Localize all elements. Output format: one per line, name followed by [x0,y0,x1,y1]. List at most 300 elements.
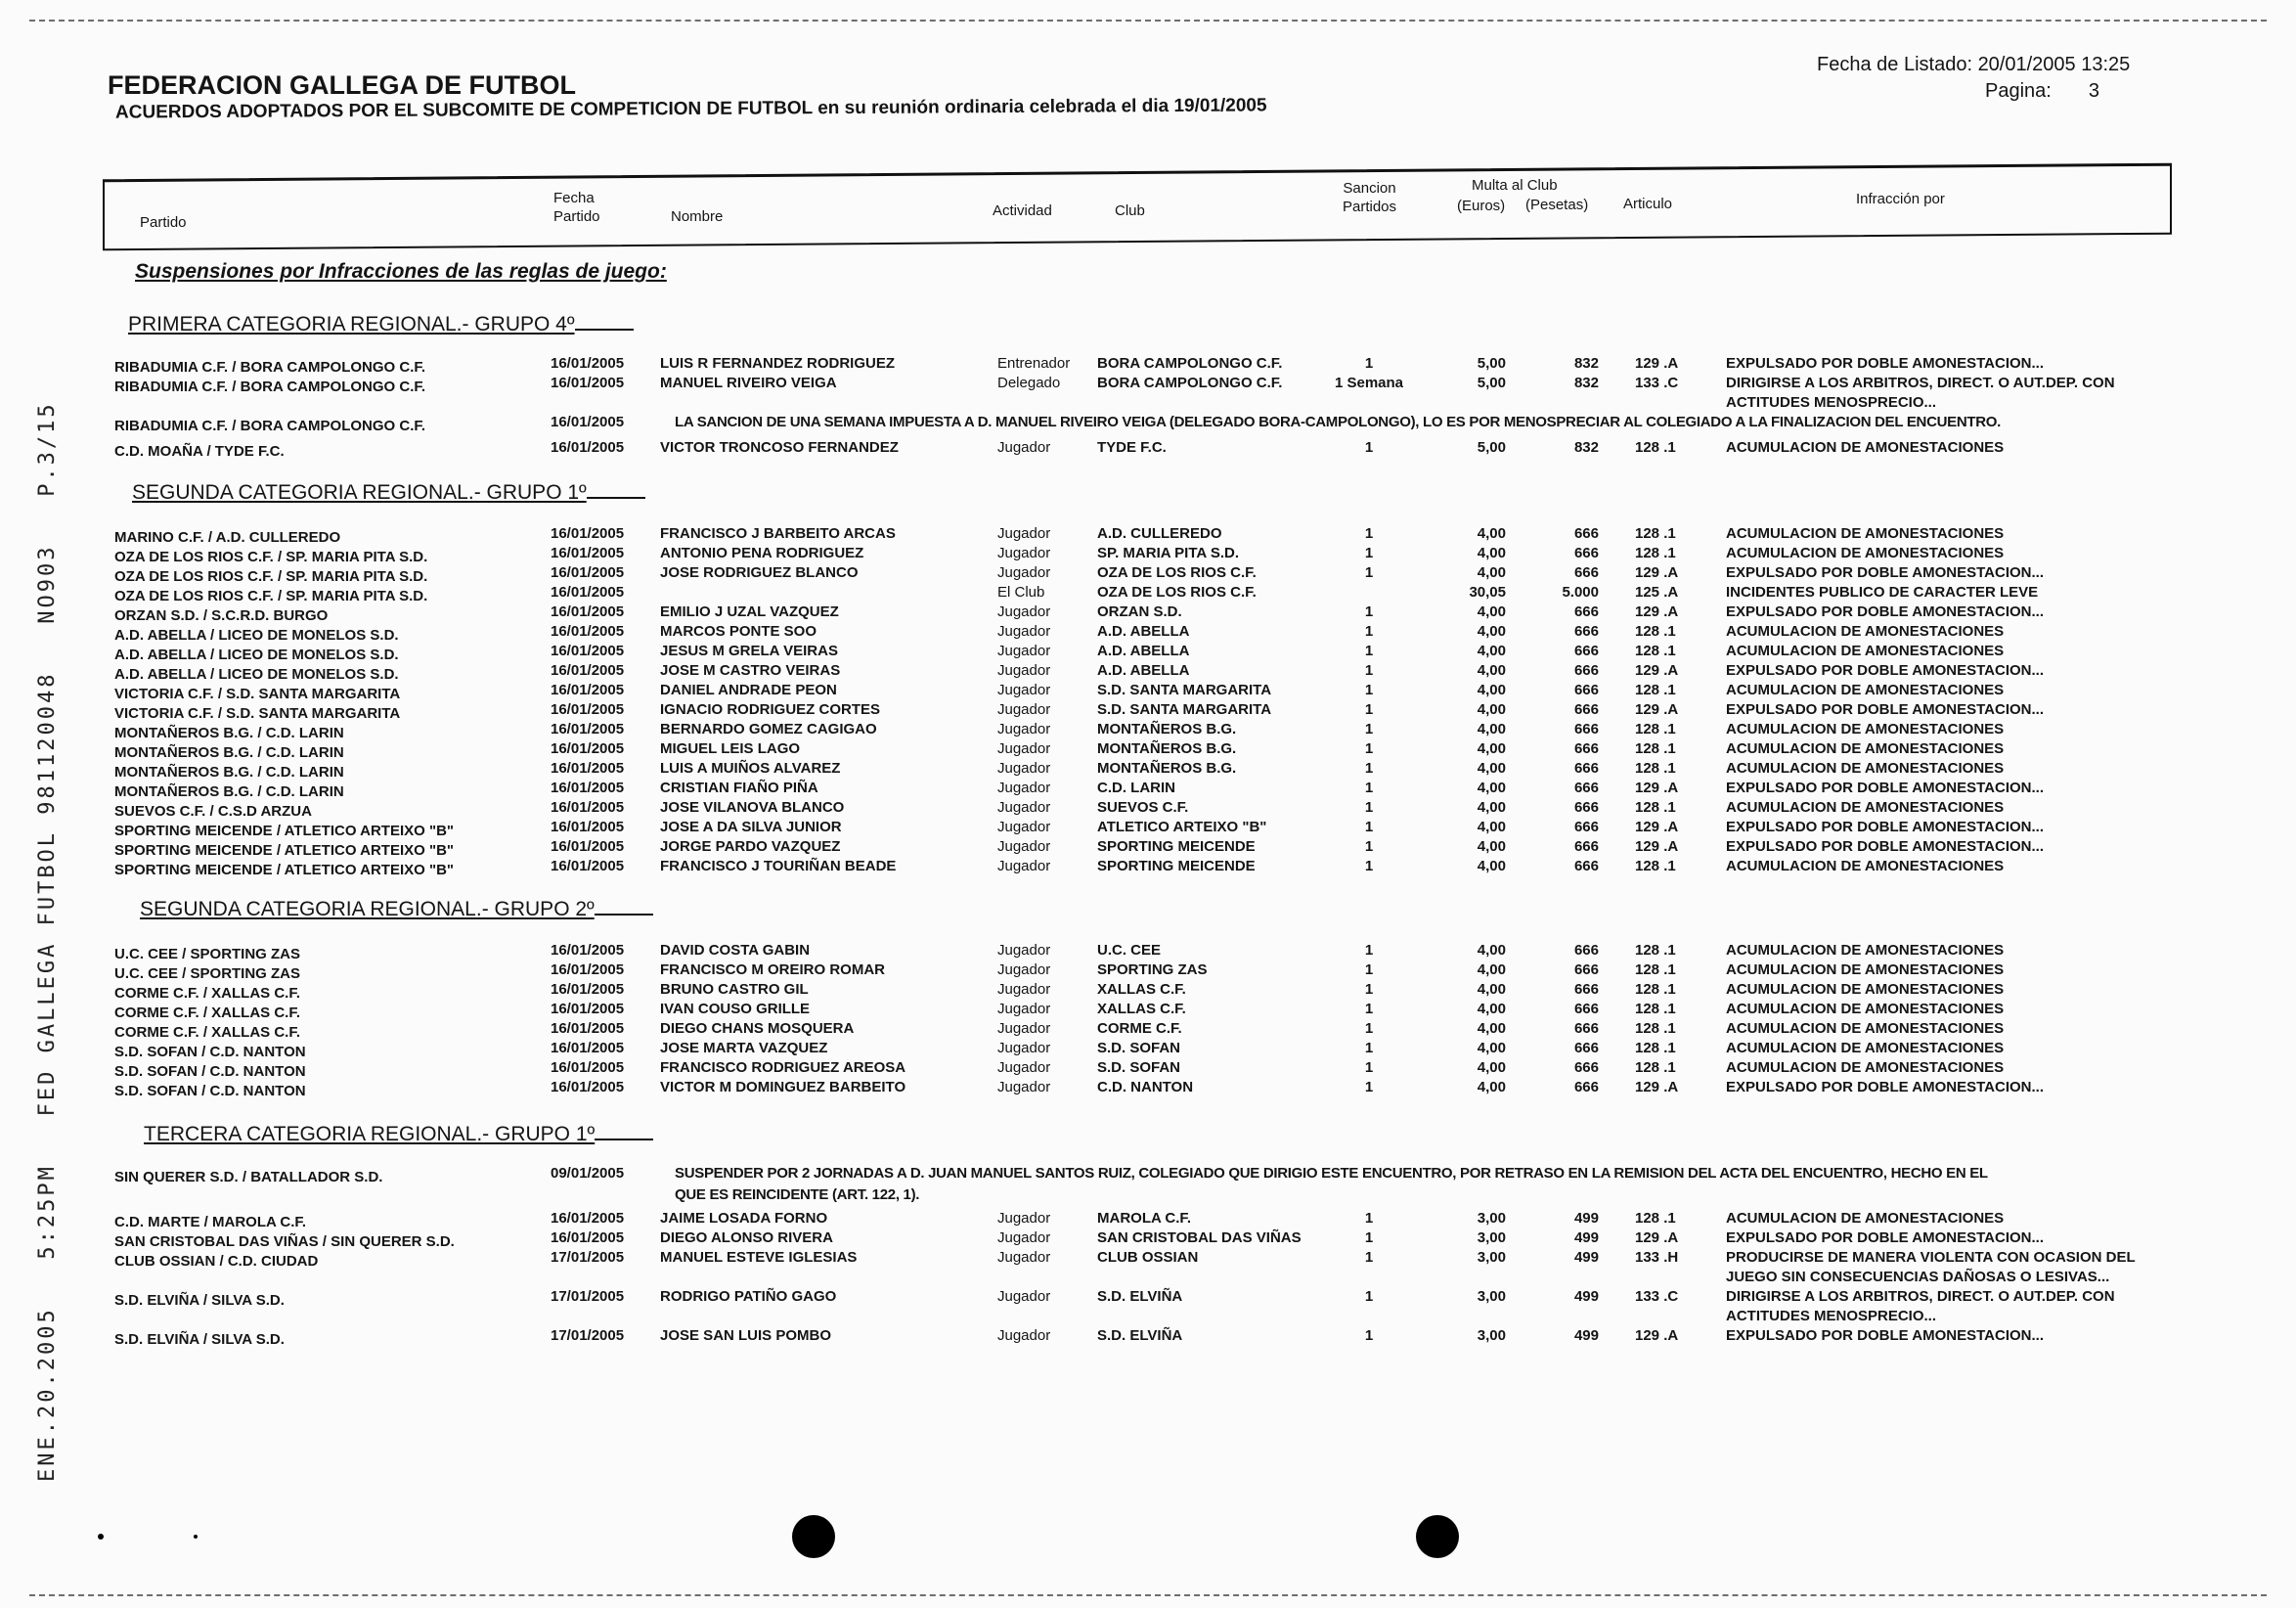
cell-partido: RIBADUMIA C.F. / BORA CAMPOLONGO C.F. [114,418,426,434]
cell-sancion: 1 [1364,740,1374,757]
cell-sancion: 1 [1364,981,1374,998]
cell-sancion: 1 [1364,603,1374,620]
cell-nombre: JOSE A DA SILVA JUNIOR [660,819,842,835]
cell-sancion: 1 [1364,760,1374,777]
cell-articulo: 128 .1 [1635,858,1676,874]
section-rows [0,941,2296,1097]
col-actividad: Actividad [993,202,1052,219]
col-sancion: Sancion Partidos [1343,180,1397,215]
table-row [0,563,2296,583]
cell-fecha: 16/01/2005 [551,701,625,718]
cell-club: A.D. CULLEREDO [1097,525,1222,542]
cell-sancion: 1 [1364,1210,1374,1227]
cell-pesetas: 499 [1573,1288,1599,1305]
table-row [0,374,2296,413]
cell-euros: 3,00 [1477,1249,1506,1266]
cell-partido: A.D. ABELLA / LICEO DE MONELOS S.D. [114,627,399,644]
cell-nombre: DIEGO CHANS MOSQUERA [660,1020,855,1037]
cell-infraccion: ACUMULACION DE AMONESTACIONES [1726,799,2005,816]
cell-articulo: 128 .1 [1635,545,1676,561]
cell-sancion: 1 [1364,1229,1374,1246]
cell-infraccion: EXPULSADO POR DOBLE AMONESTACION... [1726,355,2045,372]
cell-actividad: Jugador [997,981,1051,998]
cell-pesetas: 666 [1573,643,1599,659]
cell-euros: 4,00 [1477,838,1506,855]
cell-euros: 3,00 [1477,1229,1506,1246]
cell-infraccion: PRODUCIRSE DE MANERA VIOLENTA CON OCASION DEL [1726,1249,2136,1266]
cell-euros: 4,00 [1477,643,1506,659]
table-row [0,1000,2296,1019]
cell-infraccion: EXPULSADO POR DOBLE AMONESTACION... [1726,1229,2045,1246]
cell-partido: SPORTING MEICENDE / ATLETICO ARTEIXO "B" [114,862,455,878]
cell-articulo: 128 .1 [1635,942,1676,959]
section-title: SEGUNDA CATEGORIA REGIONAL.- GRUPO 2º [140,898,653,921]
cell-actividad: Jugador [997,1210,1051,1227]
table-row [0,960,2296,980]
cell-infraccion: ACUMULACION DE AMONESTACIONES [1726,682,2005,698]
cell-infraccion: ACUMULACION DE AMONESTACIONES [1726,439,2005,456]
cell-club: SAN CRISTOBAL DAS VIÑAS [1097,1229,1302,1246]
cell-sancion: 1 [1364,942,1374,959]
cell-euros: 4,00 [1477,1040,1506,1056]
cell-articulo: 128 .1 [1635,1059,1676,1076]
cell-fecha: 16/01/2005 [551,1040,625,1056]
cell-partido: MONTAÑEROS B.G. / C.D. LARIN [114,744,344,761]
cell-fecha: 17/01/2005 [551,1288,625,1305]
cell-nombre: IVAN COUSO GRILLE [660,1001,811,1017]
fecha-listado-value: 20/01/2005 13:25 [1977,54,2131,75]
cell-partido: S.D. SOFAN / C.D. NANTON [114,1063,306,1080]
table-row [0,818,2296,837]
cell-club: S.D. SANTA MARGARITA [1097,682,1272,698]
cell-nombre: CRISTIAN FIAÑO PIÑA [660,780,818,796]
cell-club: S.D. SOFAN [1097,1059,1181,1076]
table-row [0,739,2296,759]
col-fecha: Fecha Partido [553,190,600,225]
table-row [0,857,2296,876]
cell-club: A.D. ABELLA [1097,662,1190,679]
cell-articulo: 129 .A [1635,662,1679,679]
cell-nombre: MANUEL ESTEVE IGLESIAS [660,1249,858,1266]
cell-fecha: 16/01/2005 [551,780,625,796]
cell-actividad: Jugador [997,1059,1051,1076]
cell-nombre: RODRIGO PATIÑO GAGO [660,1288,837,1305]
cell-actividad: Jugador [997,1079,1051,1095]
cell-actividad: Jugador [997,439,1051,456]
cell-club: XALLAS C.F. [1097,1001,1186,1017]
cell-actividad: Jugador [997,603,1051,620]
cell-nombre: DANIEL ANDRADE PEON [660,682,837,698]
cell-fecha: 16/01/2005 [551,858,625,874]
cell-infraccion: ACUMULACION DE AMONESTACIONES [1726,1210,2005,1227]
cell-nombre: LUIS R FERNANDEZ RODRIGUEZ [660,355,895,372]
note-row [0,1164,2296,1209]
cell-sancion: 1 [1364,1079,1374,1095]
cell-articulo: 128 .1 [1635,1040,1676,1056]
cell-sancion: 1 [1364,1288,1374,1305]
cell-club: BORA CAMPOLONGO C.F. [1097,355,1283,372]
col-pesetas: (Pesetas) [1525,197,1589,213]
cell-actividad: Jugador [997,1001,1051,1017]
cell-partido: RIBADUMIA C.F. / BORA CAMPOLONGO C.F. [114,359,426,376]
cell-euros: 4,00 [1477,682,1506,698]
cell-actividad: Jugador [997,1327,1051,1344]
table-row [0,1228,2296,1248]
scan-speck [98,1534,104,1540]
cell-pesetas: 666 [1573,981,1599,998]
cell-infraccion: ACUMULACION DE AMONESTACIONES [1726,981,2005,998]
cell-pesetas: 499 [1573,1249,1599,1266]
cell-euros: 4,00 [1477,623,1506,640]
cell-sancion: 1 [1364,564,1374,581]
section-rows [0,524,2296,876]
cell-fecha: 16/01/2005 [551,375,625,391]
cell-euros: 4,00 [1477,1020,1506,1037]
cell-partido: A.D. ABELLA / LICEO DE MONELOS S.D. [114,647,399,663]
cell-pesetas: 832 [1573,355,1599,372]
cell-partido: CLUB OSSIAN / C.D. CIUDAD [114,1253,319,1270]
cell-euros: 4,00 [1477,740,1506,757]
scan-edge-top [29,20,2267,22]
cell-fecha: 16/01/2005 [551,545,625,561]
cell-fecha: 16/01/2005 [551,838,625,855]
cell-articulo: 128 .1 [1635,525,1676,542]
cell-articulo: 129 .A [1635,819,1679,835]
cell-club: CORME C.F. [1097,1020,1182,1037]
cell-partido: CORME C.F. / XALLAS C.F. [114,1024,301,1041]
cell-nombre: FRANCISCO M OREIRO ROMAR [660,961,885,978]
cell-infraccion: ACUMULACION DE AMONESTACIONES [1726,858,2005,874]
cell-club: ORZAN S.D. [1097,603,1182,620]
cell-fecha: 16/01/2005 [551,414,625,430]
cell-pesetas: 666 [1573,961,1599,978]
cell-euros: 3,00 [1477,1327,1506,1344]
cell-partido: SPORTING MEICENDE / ATLETICO ARTEIXO "B" [114,842,455,859]
page-subtitle: ACUERDOS ADOPTADOS POR EL SUBCOMITE DE COMPETICION DE FUTBOL en su reunión ordinaria celebrada el dia 19/01/2005 [114,95,1267,123]
cell-fecha: 16/01/2005 [551,1001,625,1017]
cell-club: S.D. ELVIÑA [1097,1327,1183,1344]
cell-infraccion: EXPULSADO POR DOBLE AMONESTACION... [1726,564,2045,581]
cell-pesetas: 666 [1573,799,1599,816]
table-row [0,1326,2296,1346]
cell-fecha: 16/01/2005 [551,1079,625,1095]
cell-club: TYDE F.C. [1097,439,1167,456]
table-row [0,798,2296,818]
cell-actividad: Jugador [997,623,1051,640]
cell-nombre: BERNARDO GOMEZ CAGIGAO [660,721,877,737]
cell-partido: U.C. CEE / SPORTING ZAS [114,946,301,962]
cell-articulo: 129 .A [1635,355,1679,372]
cell-fecha: 16/01/2005 [551,942,625,959]
section-heading: Suspensiones por Infracciones de las reglas de juego: [135,260,667,283]
cell-pesetas: 666 [1573,662,1599,679]
cell-articulo: 128 .1 [1635,981,1676,998]
cell-articulo: 128 .1 [1635,439,1676,456]
page-title: FEDERACION GALLEGA DE FUTBOL [108,70,576,100]
cell-articulo: 133 .H [1635,1249,1679,1266]
table-row [0,1058,2296,1078]
cell-pesetas: 666 [1573,1040,1599,1056]
cell-actividad: Jugador [997,682,1051,698]
cell-fecha: 16/01/2005 [551,740,625,757]
cell-euros: 4,00 [1477,603,1506,620]
cell-actividad: Jugador [997,564,1051,581]
cell-club: A.D. ABELLA [1097,623,1190,640]
cell-nombre: MIGUEL LEIS LAGO [660,740,801,757]
table-row [0,354,2296,374]
cell-nombre: VICTOR M DOMINGUEZ BARBEITO [660,1079,906,1095]
table-row [0,1039,2296,1058]
cell-actividad: Jugador [997,760,1051,777]
cell-euros: 3,00 [1477,1210,1506,1227]
table-row [0,544,2296,563]
cell-club: XALLAS C.F. [1097,981,1186,998]
cell-euros: 4,00 [1477,780,1506,796]
cell-nombre: VICTOR TRONCOSO FERNANDEZ [660,439,899,456]
cell-actividad: Jugador [997,819,1051,835]
cell-nombre: ANTONIO PENA RODRIGUEZ [660,545,864,561]
cell-fecha: 16/01/2005 [551,525,625,542]
cell-partido: ORZAN S.D. / S.C.R.D. BURGO [114,607,329,624]
table-row [0,661,2296,681]
cell-actividad: El Club [997,584,1045,601]
cell-nombre: LUIS A MUIÑOS ALVAREZ [660,760,841,777]
col-infraccion: Infracción por [1856,191,1945,207]
cell-actividad: Jugador [997,545,1051,561]
cell-infraccion: DIRIGIRSE A LOS ARBITROS, DIRECT. O AUT.DEP. CON [1726,375,2115,391]
cell-actividad: Jugador [997,740,1051,757]
cell-partido: C.D. MOAÑA / TYDE F.C. [114,443,285,460]
cell-club: C.D. LARIN [1097,780,1175,796]
table-row [0,1209,2296,1228]
cell-pesetas: 666 [1573,780,1599,796]
cell-partido: VICTORIA C.F. / S.D. SANTA MARGARITA [114,686,401,702]
punch-hole [792,1515,835,1558]
cell-actividad: Jugador [997,1040,1051,1056]
cell-infraccion: ACUMULACION DE AMONESTACIONES [1726,623,2005,640]
cell-articulo: 133 .C [1635,375,1679,391]
cell-fecha: 16/01/2005 [551,799,625,816]
cell-pesetas: 666 [1573,721,1599,737]
cell-club: SPORTING MEICENDE [1097,838,1256,855]
cell-infraccion: ACUMULACION DE AMONESTACIONES [1726,1040,2005,1056]
cell-articulo: 128 .1 [1635,1001,1676,1017]
cell-euros: 4,00 [1477,721,1506,737]
cell-infraccion: ACUMULACION DE AMONESTACIONES [1726,961,2005,978]
table-row [0,759,2296,779]
cell-nombre: MANUEL RIVEIRO VEIGA [660,375,837,391]
cell-actividad: Jugador [997,799,1051,816]
cell-infraccion: ACUMULACION DE AMONESTACIONES [1726,1020,2005,1037]
cell-partido: RIBADUMIA C.F. / BORA CAMPOLONGO C.F. [114,379,426,395]
table-row [0,1248,2296,1287]
cell-sancion: 1 [1364,439,1374,456]
cell-fecha: 16/01/2005 [551,721,625,737]
table-row [0,583,2296,603]
cell-pesetas: 499 [1573,1229,1599,1246]
cell-partido: A.D. ABELLA / LICEO DE MONELOS S.D. [114,666,399,683]
cell-articulo: 129 .A [1635,1229,1679,1246]
cell-nombre: DAVID COSTA GABIN [660,942,811,959]
cell-nombre: JAIME LOSADA FORNO [660,1210,828,1227]
cell-partido: CORME C.F. / XALLAS C.F. [114,985,301,1002]
cell-infraccion: EXPULSADO POR DOBLE AMONESTACION... [1726,780,2045,796]
cell-sancion: 1 Semana [1334,375,1404,391]
cell-sancion: 1 [1364,1020,1374,1037]
cell-pesetas: 666 [1573,819,1599,835]
cell-fecha: 16/01/2005 [551,564,625,581]
table-row [0,720,2296,739]
cell-articulo: 129 .A [1635,564,1679,581]
col-nombre: Nombre [671,208,724,225]
cell-partido: S.D. ELVIÑA / SILVA S.D. [114,1292,285,1309]
col-partido: Partido [140,214,187,231]
cell-partido: C.D. MARTE / MAROLA C.F. [114,1214,307,1230]
cell-articulo: 129 .A [1635,701,1679,718]
cell-sancion: 1 [1364,961,1374,978]
cell-pesetas: 666 [1573,1020,1599,1037]
cell-fecha: 16/01/2005 [551,1210,625,1227]
cell-euros: 4,00 [1477,819,1506,835]
scan-speck [194,1535,198,1539]
cell-fecha: 16/01/2005 [551,662,625,679]
cell-club: MONTAÑEROS B.G. [1097,760,1237,777]
cell-partido: OZA DE LOS RIOS C.F. / SP. MARIA PITA S.D. [114,549,428,565]
section-title: TERCERA CATEGORIA REGIONAL.- GRUPO 1º [144,1123,653,1146]
cell-euros: 5,00 [1477,355,1506,372]
cell-sancion: 1 [1364,799,1374,816]
pagina-label: Pagina: [1985,80,2052,102]
cell-actividad: Jugador [997,662,1051,679]
cell-pesetas: 666 [1573,701,1599,718]
cell-euros: 4,00 [1477,981,1506,998]
cell-sancion: 1 [1364,525,1374,542]
cell-fecha: 09/01/2005 [551,1165,625,1182]
cell-nombre: BRUNO CASTRO GIL [660,981,809,998]
cell-sancion: 1 [1364,662,1374,679]
cell-club: A.D. ABELLA [1097,643,1190,659]
cell-articulo: 128 .1 [1635,1020,1676,1037]
cell-articulo: 129 .A [1635,780,1679,796]
cell-sancion: 1 [1364,1001,1374,1017]
cell-nombre: EMILIO J UZAL VAZQUEZ [660,603,839,620]
cell-euros: 4,00 [1477,760,1506,777]
table-row [0,837,2296,857]
cell-infraccion: ACUMULACION DE AMONESTACIONES [1726,545,2005,561]
cell-club: MAROLA C.F. [1097,1210,1192,1227]
cell-pesetas: 666 [1573,1079,1599,1095]
cell-fecha: 16/01/2005 [551,981,625,998]
cell-actividad: Jugador [997,701,1051,718]
cell-articulo: 128 .1 [1635,721,1676,737]
cell-actividad: Jugador [997,1288,1051,1305]
cell-articulo: 129 .A [1635,603,1679,620]
cell-euros: 4,00 [1477,961,1506,978]
cell-infraccion: ACUMULACION DE AMONESTACIONES [1726,525,2005,542]
cell-euros: 4,00 [1477,525,1506,542]
cell-partido: MONTAÑEROS B.G. / C.D. LARIN [114,783,344,800]
cell-partido: SIN QUERER S.D. / BATALLADOR S.D. [114,1169,383,1185]
cell-fecha: 16/01/2005 [551,603,625,620]
cell-fecha: 16/01/2005 [551,961,625,978]
cell-club: MONTAÑEROS B.G. [1097,721,1237,737]
cell-euros: 4,00 [1477,799,1506,816]
cell-sancion: 1 [1364,643,1374,659]
pagina-value: 3 [2088,80,2099,102]
cell-sancion: 1 [1364,721,1374,737]
table-row [0,1019,2296,1039]
cell-actividad: Jugador [997,961,1051,978]
cell-club: BORA CAMPOLONGO C.F. [1097,375,1283,391]
cell-actividad: Jugador [997,1229,1051,1246]
cell-club: MONTAÑEROS B.G. [1097,740,1237,757]
cell-partido: S.D. SOFAN / C.D. NANTON [114,1044,306,1060]
cell-sancion: 1 [1364,623,1374,640]
section-title: SEGUNDA CATEGORIA REGIONAL.- GRUPO 1º [132,481,645,505]
section-title: PRIMERA CATEGORIA REGIONAL.- GRUPO 4º [128,313,634,336]
cell-actividad: Entrenador [997,355,1071,372]
cell-partido: OZA DE LOS RIOS C.F. / SP. MARIA PITA S.D. [114,588,428,604]
cell-pesetas: 666 [1573,1059,1599,1076]
cell-euros: 5,00 [1477,375,1506,391]
cell-infraccion: ACUMULACION DE AMONESTACIONES [1726,721,2005,737]
cell-fecha: 17/01/2005 [551,1249,625,1266]
cell-articulo: 128 .1 [1635,623,1676,640]
cell-euros: 30,05 [1469,584,1506,601]
cell-pesetas: 499 [1573,1327,1599,1344]
cell-club: SP. MARIA PITA S.D. [1097,545,1240,561]
cell-articulo: 128 .1 [1635,682,1676,698]
cell-partido: SUEVOS C.F. / C.S.D ARZUA [114,803,312,820]
table-row [0,438,2296,458]
table-row [0,980,2296,1000]
cell-partido: S.D. SOFAN / C.D. NANTON [114,1083,306,1099]
cell-pesetas: 499 [1573,1210,1599,1227]
cell-fecha: 16/01/2005 [551,355,625,372]
table-row [0,941,2296,960]
cell-pesetas: 666 [1573,525,1599,542]
cell-nombre: IGNACIO RODRIGUEZ CORTES [660,701,881,718]
cell-fecha: 17/01/2005 [551,1327,625,1344]
cell-euros: 4,00 [1477,662,1506,679]
cell-euros: 4,00 [1477,564,1506,581]
cell-partido: MARINO C.F. / A.D. CULLEREDO [114,529,341,546]
cell-infraccion: ACUMULACION DE AMONESTACIONES [1726,942,2005,959]
section-rows [0,1164,2296,1346]
cell-infraccion-cont: ACTITUDES MENOSPRECIO... [1726,394,1937,411]
table-row [0,622,2296,642]
table-row [0,603,2296,622]
cell-sancion: 1 [1364,819,1374,835]
fecha-listado [1817,54,2130,76]
table-row [0,524,2296,544]
cell-infraccion: INCIDENTES PUBLICO DE CARACTER LEVE [1726,584,2039,601]
cell-fecha: 16/01/2005 [551,819,625,835]
cell-club: SPORTING ZAS [1097,961,1208,978]
cell-sancion: 1 [1364,838,1374,855]
cell-nombre: MARCOS PONTE SOO [660,623,817,640]
cell-pesetas: 666 [1573,858,1599,874]
cell-fecha: 16/01/2005 [551,682,625,698]
scan-edge-bottom [29,1594,2267,1596]
cell-euros: 4,00 [1477,858,1506,874]
cell-articulo: 128 .1 [1635,799,1676,816]
cell-infraccion: ACUMULACION DE AMONESTACIONES [1726,1001,2005,1017]
cell-sancion: 1 [1364,701,1374,718]
cell-infraccion: EXPULSADO POR DOBLE AMONESTACION... [1726,603,2045,620]
cell-euros: 4,00 [1477,1079,1506,1095]
cell-nota: SUSPENDER POR 2 JORNADAS A D. JUAN MANUEL SANTOS RUIZ, COLEGIADO QUE DIRIGIO ESTE ENCUENTRO, POR RETRASO EN LA REMISION DEL ACTA DEL ENCUENTRO, HECHO EN EL [675,1165,1988,1182]
